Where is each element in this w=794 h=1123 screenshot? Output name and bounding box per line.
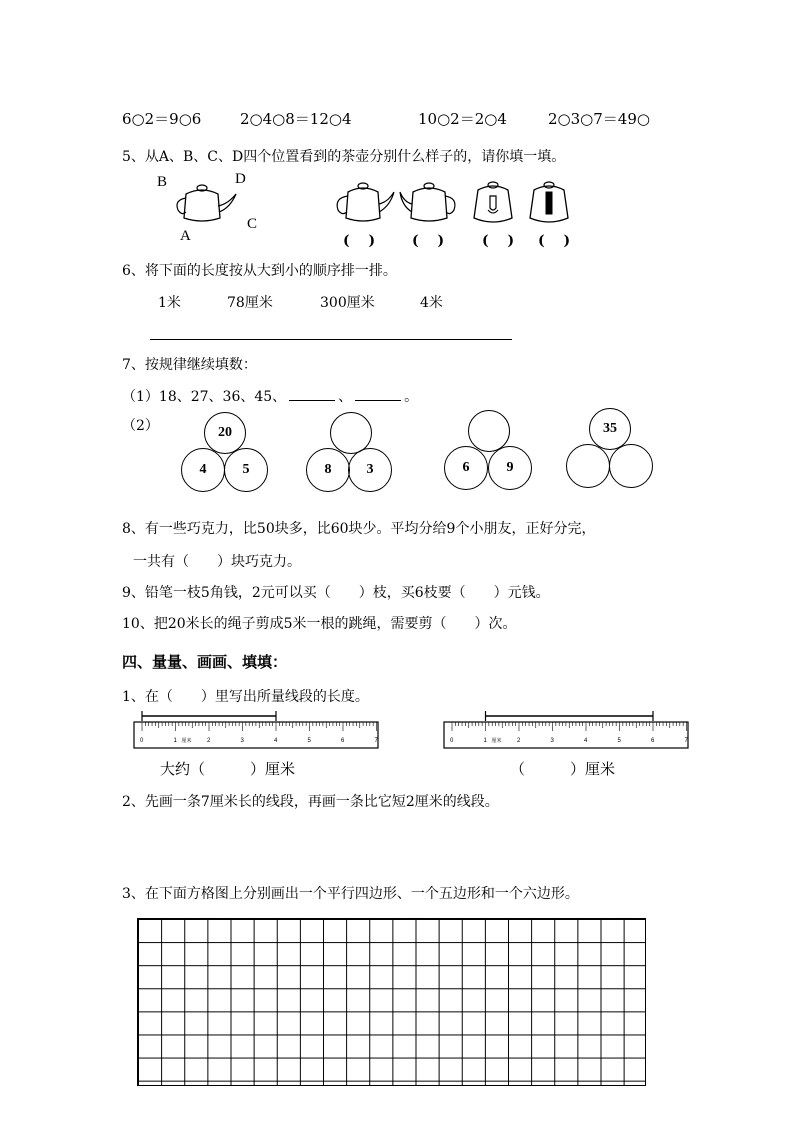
ruler-tick-label: 7 bbox=[374, 738, 378, 744]
blank-1[interactable] bbox=[289, 388, 335, 401]
ruler-tick-label: 2 bbox=[517, 738, 521, 744]
blank-2[interactable] bbox=[355, 388, 401, 401]
circle-right-4[interactable] bbox=[609, 444, 653, 488]
section-4-heading: 四、量量、画画、填填： bbox=[122, 653, 288, 671]
ruler-tick-label: 1 bbox=[483, 738, 487, 744]
ruler-unit-label: 厘米 bbox=[491, 738, 502, 744]
length-item-2: 78厘米 bbox=[227, 295, 273, 311]
question-9-text: 9、铅笔一枝5角钱，2元可以买（ ）枝，买6枝要（ ）元钱。 bbox=[122, 585, 550, 601]
question-8-line-1: 8、有一些巧克力，比50块多，比60块少。平均分给9个小朋友，正好分完， bbox=[122, 521, 596, 537]
ruler-tick-label: 3 bbox=[240, 738, 244, 744]
circle-right-1: 5 bbox=[224, 448, 268, 492]
ruler-tick-label: 4 bbox=[584, 738, 588, 744]
equation-2: 2○4○8＝12○4 bbox=[240, 110, 352, 128]
circle-left-1: 4 bbox=[181, 448, 225, 492]
ruler-tick-label: 0 bbox=[450, 738, 454, 744]
ruler-tick-label: 3 bbox=[550, 738, 554, 744]
teapot-view-3-icon bbox=[470, 180, 516, 226]
circle-left-3: 6 bbox=[444, 446, 488, 490]
answer-line[interactable] bbox=[150, 339, 512, 340]
sequence-part-1: （1）18、27、36、45、 、 。 bbox=[122, 389, 419, 405]
ruler-tick-label: 6 bbox=[341, 738, 345, 744]
question-5-text: 5、从A、B、C、D四个位置看到的茶壶分别什么样子的，请你填一填。 bbox=[122, 149, 566, 165]
length-item-4: 4米 bbox=[420, 295, 443, 311]
question-10-text: 10、把20米长的绳子剪成5米一根的跳绳，需要剪（ ）次。 bbox=[122, 616, 517, 632]
sequence-end: 。 bbox=[404, 389, 419, 405]
ruler-tick-label: 0 bbox=[140, 738, 144, 744]
ruler-tick-label: 4 bbox=[274, 738, 278, 744]
circle-top-1: 20 bbox=[204, 412, 246, 454]
length-item-3: 300厘米 bbox=[320, 295, 375, 311]
sequence-part-2-label: （2） bbox=[122, 418, 159, 434]
ruler-tick-label: 6 bbox=[651, 738, 655, 744]
ruler-tick-label: 2 bbox=[207, 738, 211, 744]
section-4-question-1: 1、在（ ）里写出所量线段的长度。 bbox=[122, 689, 369, 705]
answer-paren-4[interactable]: ( ) bbox=[538, 233, 571, 249]
question-6-text: 6、将下面的长度按从大到小的顺序排一排。 bbox=[122, 263, 397, 279]
equation-1: 6○2＝9○6 bbox=[122, 110, 202, 128]
teapot-view-1-icon bbox=[330, 180, 396, 226]
ruler-tick-label: 5 bbox=[307, 738, 311, 744]
circle-right-2: 3 bbox=[348, 448, 392, 492]
length-item-1: 1米 bbox=[158, 295, 181, 311]
answer-paren-3[interactable]: ( ) bbox=[482, 233, 515, 249]
circle-right-3: 9 bbox=[488, 446, 532, 490]
sequence-text: （1）18、27、36、45、 bbox=[122, 389, 287, 405]
circle-top-4: 35 bbox=[589, 408, 631, 450]
question-7-text: 7、按规律继续填数： bbox=[122, 357, 257, 373]
teapot-reference-icon bbox=[172, 180, 240, 228]
drawing-grid[interactable] bbox=[137, 918, 646, 1086]
section-4-question-2: 2、先画一条7厘米长的线段，再画一条比它短2厘米的线段。 bbox=[122, 794, 499, 810]
question-8-line-2: 一共有（ ）块巧克力。 bbox=[133, 554, 301, 570]
teapot-view-4-icon bbox=[526, 180, 572, 226]
position-label-a: A bbox=[180, 228, 191, 244]
ruler-tick-label: 7 bbox=[684, 738, 688, 744]
circle-left-2: 8 bbox=[306, 448, 350, 492]
ruler-tick-label: 1 bbox=[173, 738, 177, 744]
circle-left-4[interactable] bbox=[566, 444, 610, 488]
section-4-question-3: 3、在下面方格图上分别画出一个平行四边形、一个五边形和一个六边形。 bbox=[122, 886, 579, 902]
ruler-1 bbox=[130, 706, 382, 752]
answer-paren-2[interactable]: ( ) bbox=[412, 233, 445, 249]
equation-4: 2○3○7＝49○ bbox=[548, 110, 650, 128]
ruler-tick-label: 5 bbox=[617, 738, 621, 744]
equation-3: 10○2＝2○4 bbox=[418, 110, 507, 128]
position-label-d: D bbox=[235, 171, 246, 187]
answer-paren-1[interactable]: ( ) bbox=[343, 233, 376, 249]
ruler-2 bbox=[440, 706, 692, 752]
position-label-b: B bbox=[157, 174, 168, 190]
ruler-unit-label: 厘米 bbox=[181, 738, 192, 744]
teapot-view-2-icon bbox=[398, 180, 460, 226]
position-label-c: C bbox=[247, 216, 258, 232]
answer-length-2[interactable]: （ ）厘米 bbox=[510, 760, 616, 778]
answer-length-1[interactable]: 大约（ ）厘米 bbox=[160, 760, 296, 778]
